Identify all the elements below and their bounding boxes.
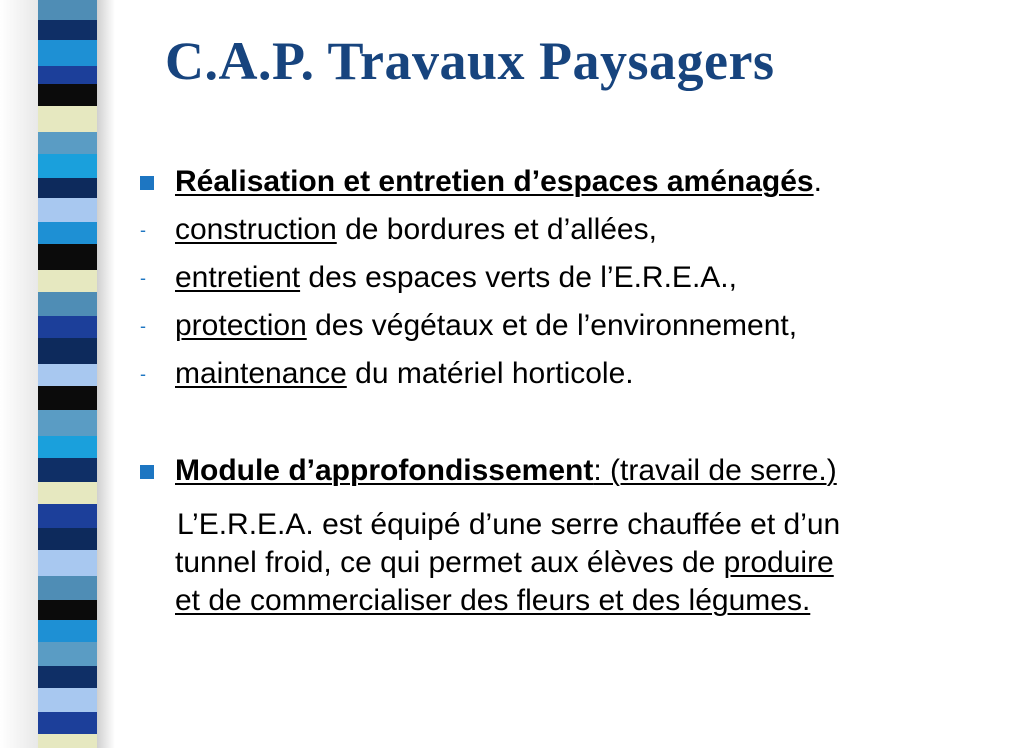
dash-bullet-icon: - — [140, 220, 146, 240]
paragraph-line-1: L’E.R.E.A. est équipé d’une serre chauffée et d’un — [177, 508, 841, 541]
band-stripe — [38, 198, 98, 222]
band-stripe — [38, 106, 98, 132]
list-item-key: entretient — [175, 261, 301, 294]
band-stripe — [38, 244, 98, 270]
band-stripe — [38, 364, 98, 386]
band-stripe — [38, 436, 98, 458]
list-item-rest: du matériel horticole. — [346, 357, 634, 390]
dash-bullet-icon: - — [140, 316, 146, 336]
band-stripe — [38, 292, 98, 316]
band-stripe — [38, 576, 98, 600]
band-stripe — [38, 712, 98, 734]
dash-bullet-icon: - — [140, 364, 146, 384]
band-stripe — [38, 84, 98, 106]
section-2-heading-suffix: : (travail de serre.) — [593, 454, 837, 487]
section-2-heading: Module d’approfondissement — [175, 454, 594, 487]
band-stripe — [38, 642, 98, 666]
band-left-shade — [0, 0, 38, 748]
band-stripe — [38, 154, 98, 178]
paragraph-line-2 — [175, 544, 1005, 582]
section-1-heading-suffix: . — [813, 165, 822, 198]
section-2-heading-text — [175, 453, 837, 489]
band-stripe — [38, 688, 98, 712]
band-stripe — [38, 410, 98, 436]
section-1-heading-text — [175, 164, 822, 200]
paragraph-line-2-a: tunnel froid, ce qui permet aux élèves de — [175, 546, 724, 579]
list-item-key: maintenance — [175, 357, 347, 390]
band-stripe — [38, 386, 98, 410]
band-stripe — [38, 504, 98, 528]
list-item-key: construction — [175, 213, 337, 246]
band-stripe — [38, 338, 98, 364]
band-stripe — [38, 222, 98, 244]
list-item-rest: des végétaux et de l’environnement, — [306, 309, 798, 342]
section-1-heading: Réalisation et entretien d’espaces aménagés — [175, 165, 814, 198]
square-bullet-icon — [140, 465, 154, 479]
dash-bullet-icon: - — [140, 268, 146, 288]
band-stripe — [38, 620, 98, 642]
band-stripe — [38, 270, 98, 292]
list-item-key: protection — [175, 309, 307, 342]
band-stripe — [38, 600, 98, 620]
band-stripe — [38, 482, 98, 504]
band-stripe — [38, 132, 98, 154]
paragraph-line-2-b: produire — [723, 546, 834, 579]
band-stripe — [38, 0, 98, 20]
band-stripe — [38, 178, 98, 198]
decorative-stripe-band — [38, 0, 98, 748]
band-shadow — [97, 0, 115, 748]
section-2-paragraph — [175, 506, 1005, 620]
band-stripe — [38, 20, 98, 40]
band-stripe — [38, 40, 98, 66]
list-item-rest: des espaces verts de l’E.R.E.A., — [300, 261, 737, 294]
band-stripe — [38, 458, 98, 482]
band-stripe — [38, 666, 98, 688]
band-stripe — [38, 734, 98, 748]
band-stripe — [38, 550, 98, 576]
slide-title: C.A.P. Travaux Paysagers — [165, 31, 775, 91]
square-bullet-icon — [140, 176, 154, 190]
paragraph-line-3-text: et de commercialiser des fleurs et des légumes. — [175, 584, 811, 617]
band-stripe — [38, 66, 98, 84]
band-stripe — [38, 528, 98, 550]
list-item-rest: de bordures et d’allées, — [336, 213, 657, 246]
paragraph-line-3 — [175, 582, 1005, 620]
band-stripe — [38, 316, 98, 338]
